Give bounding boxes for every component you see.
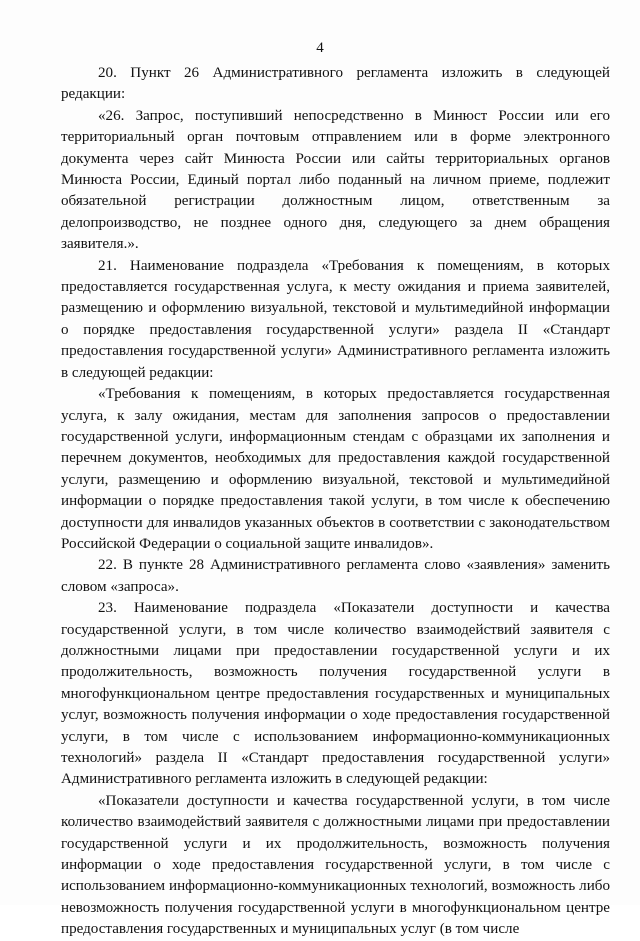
document-body	[61, 63, 610, 941]
paragraph-item-21-quote: «Требования к помещениям, в которых предоставляется государственная услуга, к залу ожидания, местам для заполнения запросов о предоставлении государственной услуги, информационным стендам с образцами их заполнения и перечнем документов, необходимых для предоставления каждой государственной услуги, размещению и оформлению визуальной, текстовой и мультимедийной информации о порядке предоставления такой услуги, в том числе к обеспечению доступности для инвалидов указанных объектов в соответствии с законодательством Российской Федерации о социальной защите инвалидов».	[61, 386, 610, 552]
paragraph-item-21: 21. Наименование подраздела «Требования к помещениям, в которых предоставляется государственная услуга, к месту ожидания и приема заявителей, размещению и оформлению визуальной, текстовой и мультимедийной информации о порядке предоставления государственной услуги» раздела II «Стандарт предоставления государственной услуги» Административного регламента изложить в следующей редакции:	[61, 257, 610, 381]
paragraph-item-23: 23. Наименование подраздела «Показатели доступности и качества государственной услуги, в том числе количество взаимодействий заявителя с должностными лицами при предоставлении государственной услуги и их продолжительность, возможность получения государственной услуги в многофункциональном центре предоставления государственных и муниципальных услуг, возможность получения информации о ходе предоставления государственной услуги, в том числе с использованием информационно-коммуникационных технологий» раздела II «Стандарт предоставления государственной услуги» Административного регламента изложить в следующей редакции:	[61, 600, 610, 788]
paragraph-item-22: 22. В пункте 28 Административного регламента слово «заявления» заменить словом «запроса».	[61, 557, 610, 595]
paragraph-item-26-quote: «26. Запрос, поступивший непосредственно в Минюст России или его территориальный орган почтовым отправлением или в форме электронного документа через сайт Минюста России или сайты территориальных органов Минюста России, Единый портал либо поданный на личном приеме, подлежит обязательной регистрации должностным лицом, ответственным за делопроизводство, не позднее одного дня, следующего за днем обращения заявителя.».	[61, 107, 610, 253]
paragraph-item-20: 20. Пункт 26 Административного регламента изложить в следующей редакции:	[61, 65, 610, 103]
page-number: 4	[316, 40, 324, 56]
paragraph-item-23-quote: «Показатели доступности и качества государственной услуги, в том числе количество взаимодействий заявителя с должностными лицами при предоставлении государственной услуги и их продолжительность, возможность получения информации о ходе предоставления государственной услуги, в том числе с использованием информационно-коммуникационных технологий, возможность либо невозможность получения государственной услуги в многофункциональном центре предоставления государственных и муниципальных услуг (в том числе	[61, 792, 610, 938]
